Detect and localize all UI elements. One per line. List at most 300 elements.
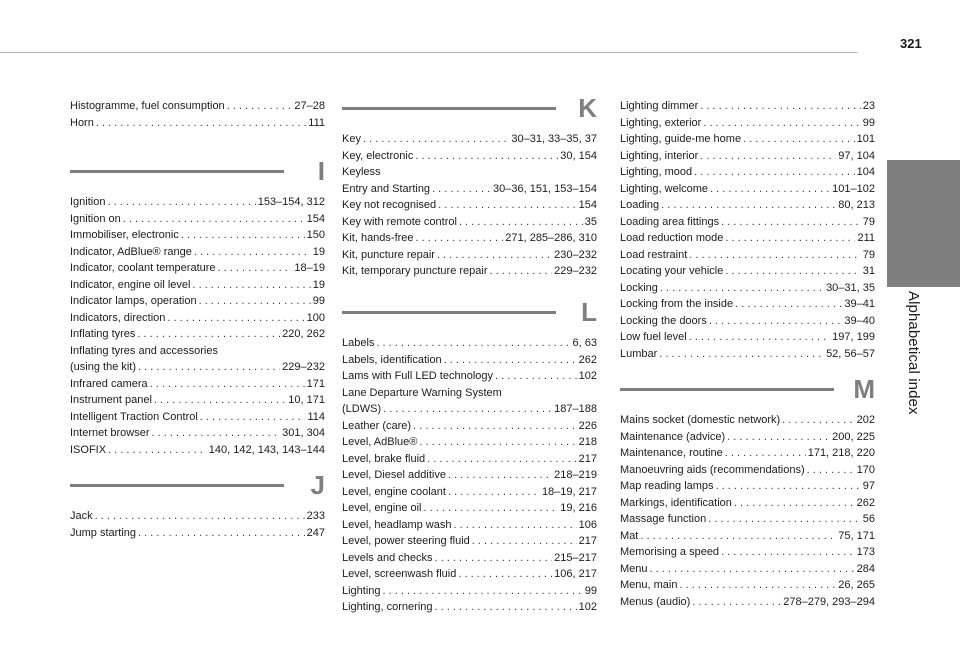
index-term: Lighting, welcome xyxy=(620,182,709,195)
index-term: Kit, puncture repair xyxy=(342,248,435,261)
index-term: Lighting, guide-me home xyxy=(620,133,742,145)
index-term: Level, engine oil xyxy=(342,502,422,514)
dot-leader xyxy=(150,376,305,393)
section-letter-k: K xyxy=(578,93,597,123)
dot-leader xyxy=(154,392,286,409)
index-term: Level, AdBlue® xyxy=(342,436,418,448)
index-entry xyxy=(342,368,597,385)
index-entry xyxy=(620,230,875,247)
section-rule xyxy=(70,170,284,173)
index-entry xyxy=(342,484,597,501)
dot-leader xyxy=(415,148,558,165)
dot-leader xyxy=(679,577,836,594)
dot-leader xyxy=(725,263,860,280)
index-pages: 101 xyxy=(856,133,875,145)
index-term: Key not recognised xyxy=(342,199,437,211)
dot-leader xyxy=(807,462,855,479)
index-pages: 262 xyxy=(578,353,597,366)
dot-leader xyxy=(194,244,311,261)
index-pages: 202 xyxy=(856,414,875,426)
dot-leader xyxy=(435,599,577,616)
entries-l xyxy=(342,335,597,616)
index-pages: 23 xyxy=(862,100,875,112)
index-term: Jump starting xyxy=(70,526,137,539)
index-entry xyxy=(342,401,597,418)
index-pages: 101–102 xyxy=(832,182,875,195)
index-pages: 247 xyxy=(306,526,325,539)
index-term: Load reduction mode xyxy=(620,232,724,244)
index-term: Levels and checks xyxy=(342,551,433,564)
index-entry xyxy=(620,528,875,545)
dot-leader xyxy=(700,148,836,165)
index-entry xyxy=(342,467,597,484)
dot-leader xyxy=(199,293,311,310)
index-entry xyxy=(70,343,325,360)
index-entry xyxy=(620,181,875,198)
index-term: Lane Departure Warning System xyxy=(342,386,502,399)
index-entry xyxy=(620,214,875,231)
index-term: Lumbar xyxy=(620,347,658,360)
index-term: Labels, identification xyxy=(342,353,442,366)
index-pages: 31 xyxy=(862,265,875,277)
index-pages: 10, 171 xyxy=(288,394,325,406)
section-j xyxy=(70,470,325,541)
entries-h xyxy=(70,98,325,131)
index-pages: 171 xyxy=(306,377,325,390)
index-term: Level, Diesel additive xyxy=(342,469,446,481)
section-m xyxy=(620,374,875,610)
index-pages: 102 xyxy=(578,601,597,613)
index-term: Lighting, exterior xyxy=(620,116,702,129)
index-pages: 150 xyxy=(306,229,325,241)
index-pages: 200, 225 xyxy=(832,430,875,443)
index-term: (using the kit) xyxy=(70,361,137,373)
index-pages: 217 xyxy=(578,535,597,547)
section-header-i xyxy=(70,156,325,200)
dot-leader xyxy=(137,326,280,343)
index-pages: 27–28 xyxy=(294,100,325,112)
dot-leader xyxy=(424,500,559,517)
dot-leader xyxy=(659,346,824,363)
dot-leader xyxy=(709,313,843,330)
index-term: Map reading lamps xyxy=(620,480,714,492)
index-term: Internet browser xyxy=(70,427,150,439)
dot-leader xyxy=(413,418,577,435)
index-term: Indicator, AdBlue® range xyxy=(70,245,192,258)
index-pages: 39–40 xyxy=(844,314,875,327)
section-letter-l: L xyxy=(581,297,597,327)
index-pages: 197, 199 xyxy=(832,331,875,343)
dot-leader xyxy=(138,525,305,542)
dot-leader xyxy=(151,425,280,442)
index-term: Menu, main xyxy=(620,579,678,591)
dot-leader xyxy=(167,310,304,327)
dot-leader xyxy=(419,434,576,451)
dot-leader xyxy=(708,511,861,528)
dot-leader xyxy=(650,561,855,578)
index-pages: 301, 304 xyxy=(282,427,325,439)
index-term: Markings, identification xyxy=(620,496,732,509)
index-entry xyxy=(342,247,597,264)
index-entry xyxy=(342,263,597,280)
dot-leader xyxy=(689,247,860,264)
index-pages: 52, 56–57 xyxy=(826,347,875,360)
index-pages: 278–279, 293–294 xyxy=(783,595,875,608)
dot-leader xyxy=(453,517,576,534)
index-entry xyxy=(620,247,875,264)
index-pages: 218–219 xyxy=(554,469,597,481)
index-pages: 226 xyxy=(578,419,597,432)
index-pages: 229–232 xyxy=(282,361,325,373)
index-pages: 215–217 xyxy=(554,551,597,564)
index-entry xyxy=(342,164,597,181)
index-pages: 19, 216 xyxy=(560,502,597,514)
side-label: Alphabetical index xyxy=(905,291,922,415)
index-entry xyxy=(620,131,875,148)
index-pages: 80, 213 xyxy=(838,199,875,211)
index-pages: 99 xyxy=(862,116,875,129)
index-pages: 30–31, 33–35, 37 xyxy=(511,133,597,145)
index-term: Instrument panel xyxy=(70,394,152,406)
index-entry xyxy=(70,98,325,115)
index-term: Lighting, interior xyxy=(620,149,699,162)
index-pages: 171, 218, 220 xyxy=(807,447,875,459)
index-pages: 18–19, 217 xyxy=(541,485,597,498)
index-pages: 173 xyxy=(856,546,875,558)
index-term: (LDWS) xyxy=(342,403,382,415)
dot-leader xyxy=(192,277,310,294)
index-term: Locking xyxy=(620,281,658,294)
index-entry xyxy=(70,310,325,327)
dot-leader xyxy=(640,528,836,545)
dot-leader xyxy=(448,484,540,501)
index-entry xyxy=(342,434,597,451)
index-pages: 284 xyxy=(856,562,875,575)
index-entry xyxy=(620,346,875,363)
index-pages: 39–41 xyxy=(844,298,875,310)
index-term: Maintenance (advice) xyxy=(620,430,726,443)
index-term: Loading area fittings xyxy=(620,215,720,228)
index-term: Inflating tyres xyxy=(70,328,136,340)
dot-leader xyxy=(735,296,842,313)
dot-leader xyxy=(96,115,306,132)
index-entry xyxy=(620,594,875,611)
dot-leader xyxy=(437,247,552,264)
index-pages: 99 xyxy=(584,584,597,597)
dot-leader xyxy=(432,181,491,198)
dot-leader xyxy=(448,467,552,484)
index-entry xyxy=(620,462,875,479)
section-rule xyxy=(342,311,556,314)
index-entry xyxy=(342,214,597,231)
index-pages: 6, 63 xyxy=(572,337,597,349)
dot-leader xyxy=(218,260,293,277)
dot-leader xyxy=(416,230,504,247)
index-term: Jack xyxy=(70,510,93,522)
index-pages: 271, 285–286, 310 xyxy=(505,232,597,244)
index-entry xyxy=(342,148,597,165)
index-entry xyxy=(70,244,325,261)
dot-leader xyxy=(123,211,305,228)
index-term: Keyless xyxy=(342,166,381,178)
index-entry xyxy=(342,566,597,583)
index-entry xyxy=(70,525,325,542)
dot-leader xyxy=(743,131,855,148)
index-term: Key with remote control xyxy=(342,215,457,228)
dot-leader xyxy=(703,115,860,132)
index-entry xyxy=(342,352,597,369)
index-entry xyxy=(620,577,875,594)
index-pages: 218 xyxy=(578,436,597,448)
index-term: Lighting dimmer xyxy=(620,100,699,112)
index-pages: 100 xyxy=(306,311,325,324)
dot-leader xyxy=(661,197,836,214)
dot-leader xyxy=(692,594,781,611)
index-pages: 99 xyxy=(312,295,325,307)
index-pages: 19 xyxy=(312,245,325,258)
index-entry xyxy=(342,181,597,198)
index-term: Kit, temporary puncture repair xyxy=(342,265,488,277)
index-pages: 30–36, 151, 153–154 xyxy=(493,182,597,195)
index-term: Indicator, coolant temperature xyxy=(70,262,216,274)
index-term: Lighting, mood xyxy=(620,166,693,178)
section-letter-j: J xyxy=(310,470,325,500)
index-pages: 30–31, 35 xyxy=(826,281,875,294)
dot-leader xyxy=(727,429,830,446)
section-l xyxy=(342,297,597,616)
dot-leader xyxy=(734,495,855,512)
index-pages: 111 xyxy=(308,116,325,129)
index-entry xyxy=(620,197,875,214)
dot-leader xyxy=(689,329,831,346)
index-term: Immobiliser, electronic xyxy=(70,229,179,241)
dot-leader xyxy=(721,214,861,231)
index-pages: 35 xyxy=(584,215,597,228)
section-letter-i: I xyxy=(317,156,325,186)
dot-leader xyxy=(227,98,293,115)
dot-leader xyxy=(438,197,576,214)
index-term: Low fuel level xyxy=(620,331,687,343)
index-term: Ignition xyxy=(70,196,106,208)
index-pages: 114 xyxy=(307,410,325,423)
entries-i xyxy=(70,194,325,458)
dot-leader xyxy=(660,280,824,297)
index-term: Indicator lamps, operation xyxy=(70,295,197,307)
dot-leader xyxy=(472,533,577,550)
index-term: Lighting xyxy=(342,584,381,597)
section-header-j xyxy=(70,470,325,514)
section-header-m xyxy=(620,374,875,418)
index-pages: 56 xyxy=(862,513,875,525)
index-term: Menus (audio) xyxy=(620,595,691,608)
index-entry xyxy=(342,583,597,600)
index-term: Load restraint xyxy=(620,248,688,261)
index-term: Infrared camera xyxy=(70,377,148,390)
index-entry xyxy=(620,164,875,181)
index-pages: 187–188 xyxy=(554,403,597,415)
dot-leader xyxy=(710,181,830,198)
index-entry xyxy=(342,451,597,468)
index-term: Menu xyxy=(620,562,648,575)
side-tab xyxy=(887,160,960,287)
index-entry xyxy=(70,376,325,393)
page-number: 321 xyxy=(900,36,922,51)
dot-leader xyxy=(716,478,861,495)
index-term: Level, brake fluid xyxy=(342,452,426,465)
index-term: ISOFIX xyxy=(70,443,107,456)
section-k xyxy=(342,93,597,280)
index-pages: 19 xyxy=(312,278,325,291)
index-entry xyxy=(70,115,325,132)
index-term: Level, screenwash fluid xyxy=(342,568,457,580)
index-pages: 106, 217 xyxy=(554,568,597,580)
section-i xyxy=(70,156,325,458)
index-term: Entry and Starting xyxy=(342,182,431,195)
index-entry xyxy=(70,277,325,294)
dot-leader xyxy=(444,352,577,369)
index-pages: 211 xyxy=(857,232,875,244)
index-entry xyxy=(70,293,325,310)
index-entry xyxy=(342,230,597,247)
index-term: Intelligent Traction Control xyxy=(70,410,198,423)
section-header-l xyxy=(342,297,597,341)
index-term: Manoeuvring aids (recommendations) xyxy=(620,463,805,476)
dot-leader xyxy=(383,401,552,418)
dot-leader xyxy=(383,583,583,600)
index-term: Lighting, cornering xyxy=(342,601,433,613)
index-term: Inflating tyres and accessories xyxy=(70,344,218,357)
dot-leader xyxy=(200,409,306,426)
index-pages: 154 xyxy=(578,199,597,211)
index-entry xyxy=(342,500,597,517)
dot-leader xyxy=(181,227,305,244)
section-header-k xyxy=(342,93,597,137)
dot-leader xyxy=(458,566,552,583)
index-term: Locking from the inside xyxy=(620,298,734,310)
index-entry xyxy=(620,429,875,446)
index-pages: 26, 265 xyxy=(838,579,875,591)
dot-leader xyxy=(435,550,553,567)
index-pages: 153–154, 312 xyxy=(257,196,325,208)
index-term: Maintenance, routine xyxy=(620,447,723,459)
index-entry xyxy=(70,392,325,409)
index-entry xyxy=(342,197,597,214)
index-term: Mains socket (domestic network) xyxy=(620,414,781,426)
dot-leader xyxy=(721,544,855,561)
index-entry xyxy=(342,550,597,567)
index-entry xyxy=(620,478,875,495)
dot-leader xyxy=(725,445,806,462)
entries-l-continued xyxy=(620,98,875,362)
index-entry xyxy=(70,425,325,442)
index-pages: 262 xyxy=(856,496,875,509)
index-term: Key xyxy=(342,133,361,145)
index-term: Horn xyxy=(70,116,94,129)
entries-k xyxy=(342,131,597,280)
index-entry xyxy=(342,418,597,435)
section-rule xyxy=(342,107,556,110)
index-entry xyxy=(620,98,875,115)
index-pages: 233 xyxy=(306,510,325,522)
index-term: Level, power steering fluid xyxy=(342,535,470,547)
index-entry xyxy=(70,260,325,277)
index-entry xyxy=(620,280,875,297)
index-entry xyxy=(342,385,597,402)
index-term: Leather (care) xyxy=(342,419,412,432)
index-term: Memorising a speed xyxy=(620,546,720,558)
index-pages: 230–232 xyxy=(554,248,597,261)
section-rule xyxy=(70,484,284,487)
index-pages: 75, 171 xyxy=(838,529,875,542)
index-entry xyxy=(620,313,875,330)
index-pages: 217 xyxy=(578,452,597,465)
dot-leader xyxy=(725,230,855,247)
index-entry xyxy=(70,326,325,343)
index-entry xyxy=(620,561,875,578)
index-pages: 30, 154 xyxy=(560,149,597,162)
index-entry xyxy=(70,409,325,426)
index-entry xyxy=(620,296,875,313)
index-entry xyxy=(342,533,597,550)
index-term: Mat xyxy=(620,529,639,542)
index-entry xyxy=(620,329,875,346)
index-term: Lams with Full LED technology xyxy=(342,370,494,382)
index-term: Locating your vehicle xyxy=(620,265,724,277)
index-entry xyxy=(620,115,875,132)
index-term: Level, engine coolant xyxy=(342,485,446,498)
entries-m xyxy=(620,412,875,610)
index-term: Locking the doors xyxy=(620,314,707,327)
index-entry xyxy=(342,599,597,616)
index-entry xyxy=(70,442,325,459)
index-entry xyxy=(620,495,875,512)
index-pages: 220, 262 xyxy=(282,328,325,340)
index-term: Ignition on xyxy=(70,212,121,225)
dot-leader xyxy=(490,263,553,280)
index-pages: 97 xyxy=(862,480,875,492)
dot-leader xyxy=(700,98,860,115)
index-pages: 106 xyxy=(578,518,597,531)
index-pages: 97, 104 xyxy=(838,149,875,162)
index-entry xyxy=(620,148,875,165)
index-pages: 170 xyxy=(856,463,875,476)
index-term: Key, electronic xyxy=(342,149,414,162)
index-entry xyxy=(342,517,597,534)
index-term: Level, headlamp wash xyxy=(342,518,452,531)
dot-leader xyxy=(108,442,207,459)
dot-leader xyxy=(427,451,576,468)
index-term: Massage function xyxy=(620,513,707,525)
index-pages: 140, 142, 143, 143–144 xyxy=(208,443,325,456)
index-term: Indicators, direction xyxy=(70,311,166,324)
dot-leader xyxy=(459,214,583,231)
index-term: Indicator, engine oil level xyxy=(70,278,191,291)
section-rule xyxy=(620,388,834,391)
index-entry xyxy=(620,445,875,462)
index-pages: 154 xyxy=(306,212,325,225)
index-entry xyxy=(620,544,875,561)
index-term: Labels xyxy=(342,337,375,349)
dot-leader xyxy=(495,368,577,385)
index-pages: 79 xyxy=(862,215,875,228)
index-pages: 104 xyxy=(856,166,875,178)
index-term: Kit, hands-free xyxy=(342,232,414,244)
index-entry xyxy=(70,211,325,228)
index-entry xyxy=(620,263,875,280)
index-term: Loading xyxy=(620,199,660,211)
index-entry xyxy=(620,511,875,528)
index-pages: 102 xyxy=(578,370,597,382)
